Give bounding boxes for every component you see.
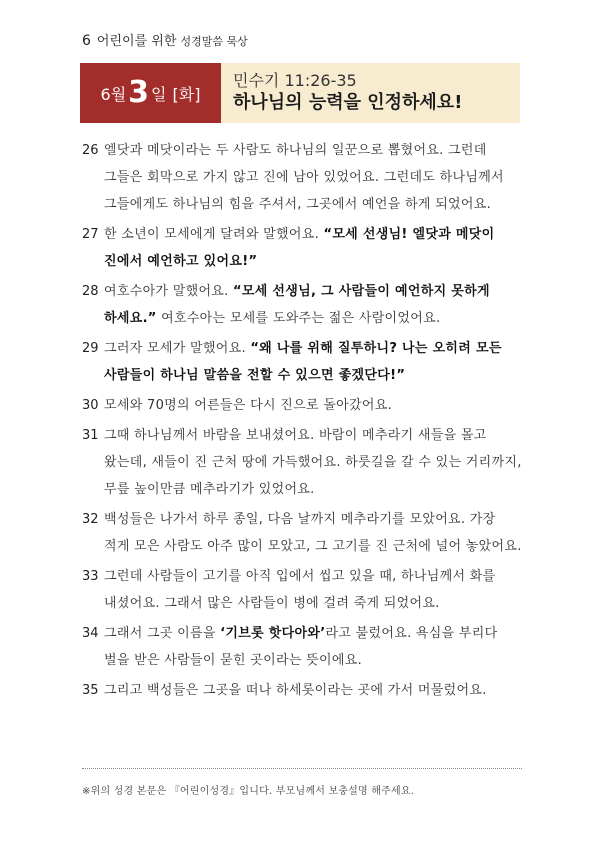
verse-text-part: 백성들은 나가서 하루 종일, 다음 날까지 메추라기를 모았어요. 가장 적게 모은 사람도 아주 많이 모았고, 그 고기를 진 근처에 널어 놓았어요. bbox=[104, 512, 522, 554]
book-title: 어린이를 위한 bbox=[96, 34, 177, 49]
verse-number: 33 bbox=[82, 569, 99, 584]
verse-item bbox=[82, 221, 522, 275]
verse-text bbox=[104, 506, 522, 560]
verse-number: 28 bbox=[82, 284, 99, 299]
verse-number: 27 bbox=[82, 227, 99, 242]
verse-text-part: 그런데 사람들이 고기를 아직 입에서 씹고 있을 때, 하나님께서 화를 내셨어요. 그래서 많은 사람들이 병에 걸려 죽게 되었어요. bbox=[104, 569, 496, 611]
verse-quote: ‘기브롯 핫다아와’ bbox=[220, 626, 326, 641]
date-month: 6월 bbox=[100, 84, 127, 104]
verse-text bbox=[104, 335, 522, 389]
verse-text bbox=[104, 278, 522, 332]
verse-item bbox=[82, 563, 522, 617]
devotion-title: 하나님의 능력을 인정하세요! bbox=[233, 92, 463, 113]
verse-text bbox=[104, 392, 522, 419]
devotion-header bbox=[80, 63, 520, 123]
date-weekday: [화] bbox=[172, 84, 201, 104]
verse-text-part: 여호수아가 말했어요. bbox=[104, 284, 234, 299]
verse-number: 31 bbox=[82, 428, 99, 443]
verse-item bbox=[82, 506, 522, 560]
date-badge bbox=[80, 63, 221, 123]
verse-text-part: 모세와 70명의 어른들은 다시 진으로 돌아갔어요. bbox=[104, 398, 393, 413]
verse-list bbox=[82, 137, 522, 707]
title-box bbox=[221, 63, 520, 123]
verse-number: 35 bbox=[82, 683, 99, 698]
footnote-divider bbox=[82, 768, 522, 769]
verse-quote: “모세 선생님, 그 사람들이 예언하지 못하게 하세요.” bbox=[104, 284, 490, 326]
verse-item bbox=[82, 335, 522, 389]
verse-number: 34 bbox=[82, 626, 99, 641]
verse-text-part: 그래서 그곳 이름을 bbox=[104, 626, 221, 641]
verse-item bbox=[82, 392, 522, 419]
verse-text bbox=[104, 563, 522, 617]
running-head bbox=[82, 30, 248, 49]
date-day: 3 bbox=[128, 75, 150, 110]
verse-text bbox=[104, 422, 522, 503]
verse-text bbox=[104, 620, 522, 674]
scripture-reference: 민수기 11:26-35 bbox=[233, 71, 357, 90]
verse-text-part: 그러자 모세가 말했어요. bbox=[104, 341, 251, 356]
page-number: 6 bbox=[82, 33, 91, 49]
verse-number: 32 bbox=[82, 512, 99, 527]
verse-text-part: 그리고 백성들은 그곳을 떠나 하세롯이라는 곳에 가서 머물렀어요. bbox=[104, 683, 487, 698]
verse-quote: “왜 나를 위해 질투하니? 나는 오히려 모든 사람들이 하나님 말씀을 전할 수 있으면 좋겠단다!” bbox=[104, 341, 502, 383]
verse-text bbox=[104, 221, 522, 275]
verse-number: 29 bbox=[82, 341, 99, 356]
verse-item bbox=[82, 422, 522, 503]
verse-text-part: 엘닷과 메닷이라는 두 사람도 하나님의 일꾼으로 뽑혔어요. 그런데 그들은 회막으로 가지 않고 진에 남아 있었어요. 그런데도 하나님께서 그들에게도 하나님의 힘을 주셔서, 그곳에서 예언을 하게 되었어요. bbox=[104, 143, 504, 212]
verse-item bbox=[82, 677, 522, 704]
verse-text-part: 여호수아는 모세를 도와주는 젊은 사람이었어요. bbox=[156, 311, 441, 326]
verse-item bbox=[82, 278, 522, 332]
verse-text bbox=[104, 137, 522, 218]
verse-number: 26 bbox=[82, 143, 99, 158]
date-day-suffix: 일 bbox=[151, 84, 167, 104]
book-subtitle: 성경말씀 묵상 bbox=[180, 35, 248, 48]
verse-text-part: 라고 불렀어요. 욕심을 부리다 벌을 받은 사람들이 묻힌 곳이라는 뜻이에요. bbox=[104, 626, 498, 668]
verse-quote: “모세 선생님! 엘닷과 메닷이 진에서 예언하고 있어요!” bbox=[104, 227, 495, 269]
verse-text-part: 그때 하나님께서 바람을 보내셨어요. 바람이 메추라기 새들을 몰고 왔는데, 새들이 진 근처 땅에 가득했어요. 하룻길을 갈 수 있는 거리까지, 무릎 높이만큼 메추라기가 있었어요. bbox=[104, 428, 522, 497]
verse-text-part: 한 소년이 모세에게 달려와 말했어요. bbox=[104, 227, 324, 242]
footnote: ※위의 성경 본문은 『어린이성경』입니다. 부모님께서 보충설명 해주세요. bbox=[82, 786, 415, 797]
verse-item bbox=[82, 137, 522, 218]
verse-text bbox=[104, 677, 522, 704]
verse-number: 30 bbox=[82, 398, 99, 413]
verse-item bbox=[82, 620, 522, 674]
